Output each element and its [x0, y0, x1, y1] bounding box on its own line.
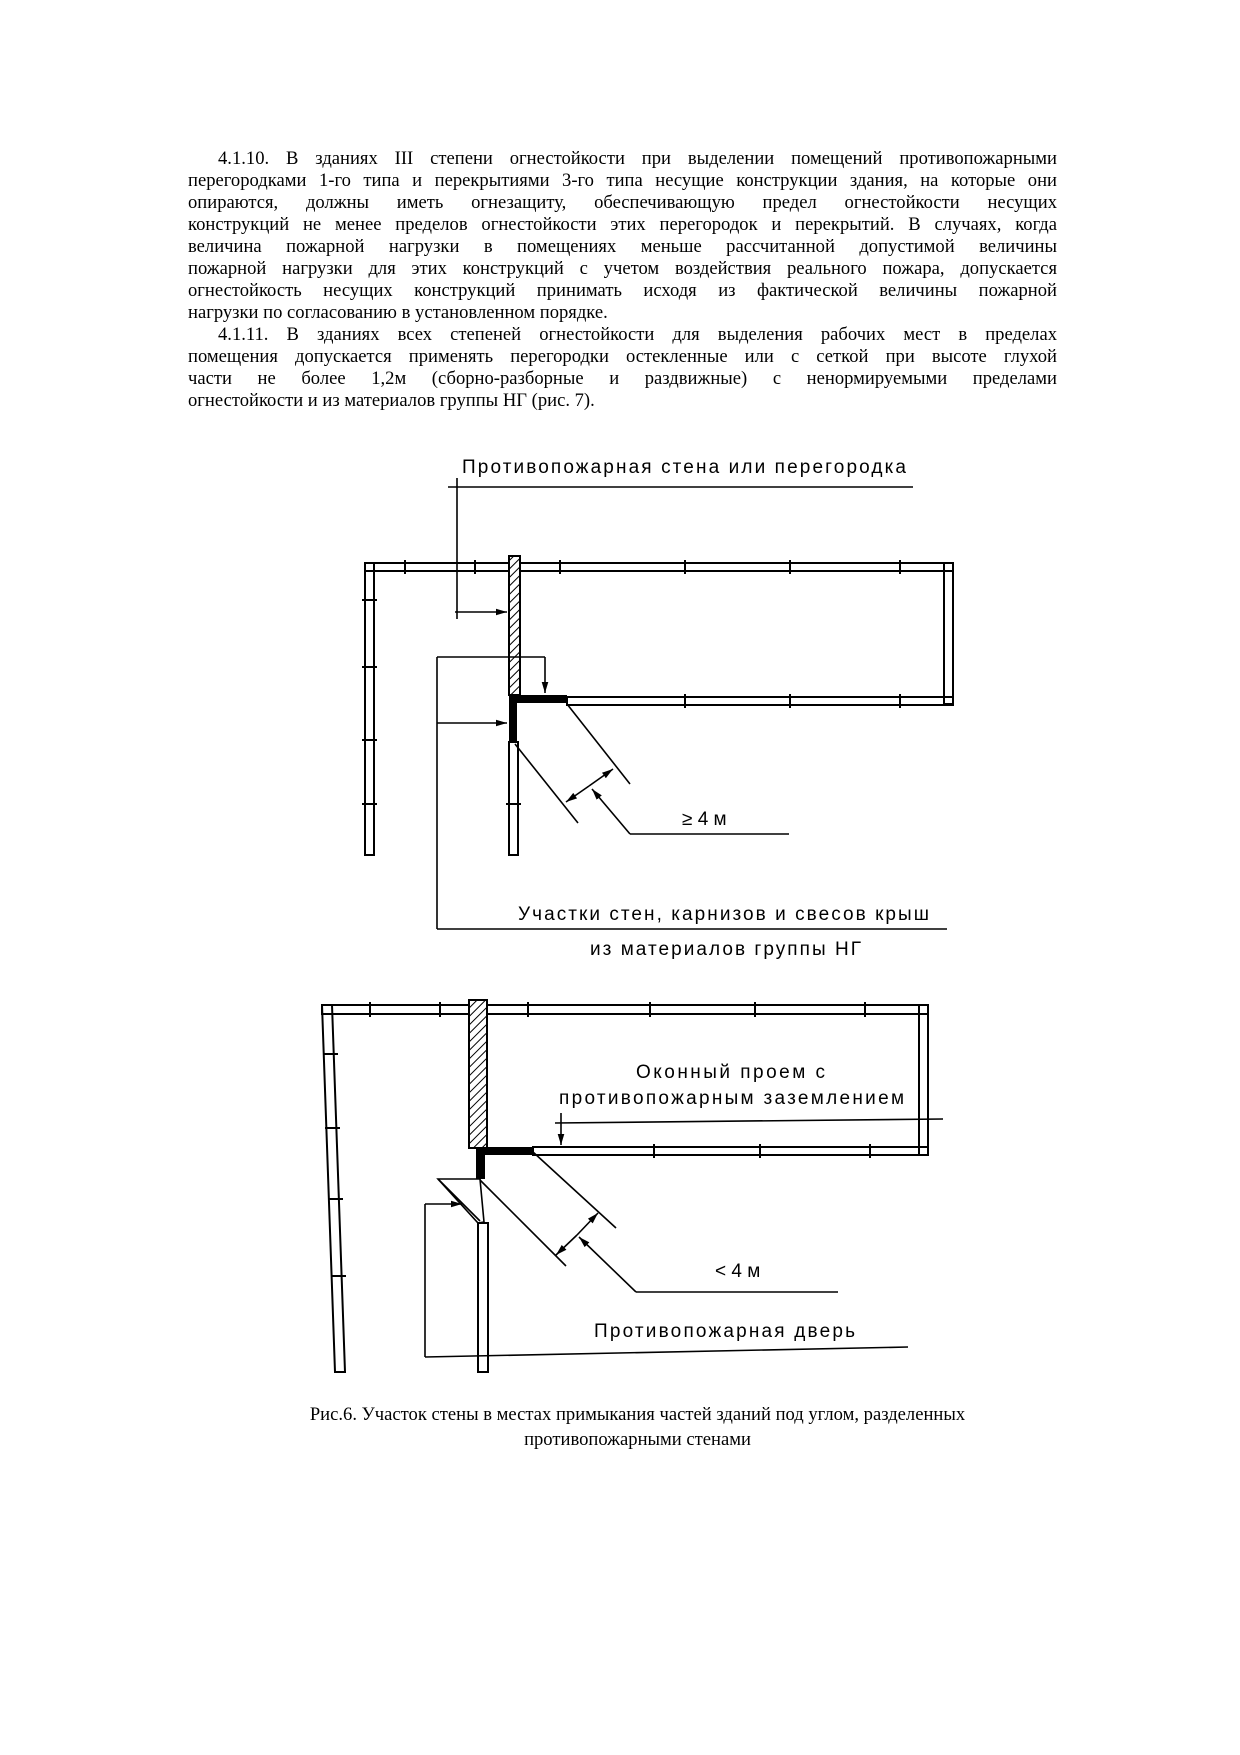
text-line: конструкций не менее пределов огнестойкости этих перегородок и перекрытий. В случаях, когда	[188, 214, 1057, 235]
building-walls	[322, 1002, 928, 1372]
label-sections-line1: Участки стен, карнизов и свесов крыш	[518, 904, 929, 925]
text-line: части не более 1,2м (сборно-разборные и раздвижные) с ненормируемыми пределами	[188, 368, 1057, 389]
fire-wall-hatched	[469, 1000, 487, 1148]
paragraph-4-1-11	[188, 324, 1057, 412]
leader-lines	[425, 1113, 943, 1357]
fire-wall-junction	[476, 1147, 533, 1179]
text-line: огнестойкости и из материалов группы НГ (рис. 7).	[188, 390, 595, 411]
caption-line-2: противопожарными стенами	[524, 1429, 751, 1450]
caption-line-1: Рис.6. Участок стены в местах примыкания частей зданий под углом, разделенных	[309, 1404, 966, 1425]
text-line: помещения допускается применять перегородки остекленные или с сеткой при высоте глухой	[188, 346, 1057, 367]
paragraph-4-1-10	[188, 148, 1057, 324]
text-line: 4.1.11. В зданиях всех степеней огнестойкости для выделения рабочих мест в пределах	[218, 324, 1057, 345]
text-line: огнестойкость несущих конструкций принимать исходя из фактической величины пожарной	[188, 280, 1057, 301]
text-line: величина пожарной нагрузки в помещениях меньше рассчитанной допустимой величины	[188, 236, 1057, 257]
text-line: нагрузки по согласованию в установленном порядке.	[188, 302, 608, 323]
fire-wall-hatched	[509, 556, 520, 695]
text-line: перегородками 1-го типа и перекрытиями 3-го типа несущие конструкции здания, на которые они	[188, 170, 1057, 191]
diagram-bottom	[322, 1000, 943, 1372]
label-fire-wall: Противопожарная стена или перегородка	[462, 457, 906, 478]
label-distance-ge-4m: ≥ 4 м	[682, 809, 727, 830]
text-line: опираются, должны иметь огнезащиту, обеспечивающую предел огнестойкости несущих	[188, 192, 1057, 213]
figure-caption	[200, 1402, 1075, 1452]
building-walls	[362, 560, 953, 855]
label-window-line2: противопожарным заземлением	[559, 1088, 904, 1109]
fire-door	[438, 1179, 484, 1223]
label-fire-door: Противопожарная дверь	[594, 1321, 855, 1342]
label-distance-lt-4m: < 4 м	[715, 1261, 761, 1282]
label-window-line1: Оконный проем с	[636, 1062, 825, 1083]
leader-lines	[437, 478, 947, 929]
text-line: 4.1.10. В зданиях III степени огнестойкости при выделении помещений противопожарными	[218, 148, 1057, 169]
text-line: пожарной нагрузки для этих конструкций с учетом воздействия реального пожара, допускается	[188, 258, 1057, 279]
fire-wall-junction	[509, 695, 567, 742]
diagram-top	[362, 457, 953, 960]
label-sections-line2: из материалов группы НГ	[590, 939, 861, 960]
